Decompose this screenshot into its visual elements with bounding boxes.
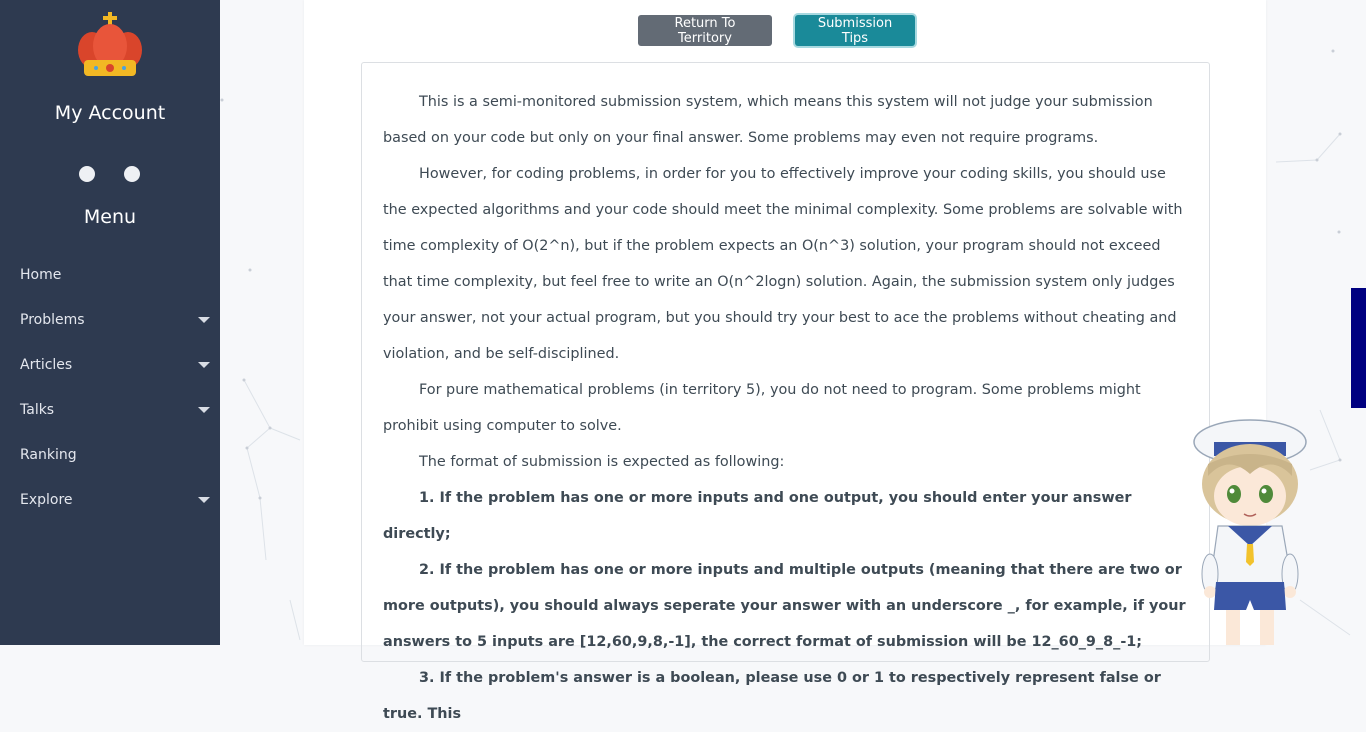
sidebar-item-articles[interactable] bbox=[0, 343, 220, 388]
submission-tips-panel bbox=[361, 62, 1210, 722]
sidebar-item-problems[interactable] bbox=[0, 298, 220, 343]
sidebar-item-explore[interactable] bbox=[0, 478, 220, 523]
side-tab[interactable] bbox=[1351, 288, 1366, 408]
account-title[interactable]: My Account bbox=[54, 102, 166, 124]
sidebar-item-ranking[interactable] bbox=[0, 433, 220, 478]
sidebar-item-label: Talks bbox=[20, 402, 55, 418]
sailor-mascot-image[interactable] bbox=[1188, 414, 1316, 645]
caret-down-icon bbox=[198, 407, 210, 413]
sidebar-nav bbox=[0, 253, 220, 523]
sidebar-item-label: Home bbox=[20, 267, 62, 283]
dot-indicator bbox=[124, 166, 140, 182]
return-to-territory-button[interactable]: Return To Territory bbox=[638, 15, 772, 46]
menu-title: Menu bbox=[83, 206, 137, 228]
tips-paragraph: This is a semi-monitored submission system, which means this system will not judge your submission based on your code but only on your final answer. Some problems may even not require programs. bbox=[383, 94, 1153, 146]
sidebar-item-label: Ranking bbox=[20, 447, 77, 463]
format-rule: 3. If the problem's answer is a boolean, please use 0 or 1 to respectively represent false or true. This bbox=[383, 670, 1161, 722]
sidebar-item-label: Explore bbox=[20, 492, 73, 508]
format-rule: 2. If the problem has one or more inputs and multiple outputs (meaning that there are two or more outputs), you should always seperate your answer with an underscore _, for example, if your answers to 5 inputs are [12,60,9,8,-1], the correct format of submission will be 12_60_9_8_-1; bbox=[383, 562, 1186, 650]
sidebar-item-home[interactable] bbox=[0, 253, 220, 298]
tips-paragraph: The format of submission is expected as following: bbox=[419, 454, 785, 470]
caret-down-icon bbox=[198, 317, 210, 323]
format-rule: 1. If the problem has one or more inputs and one output, you should enter your answer directly; bbox=[383, 490, 1132, 542]
tips-paragraph: For pure mathematical problems (in territory 5), you do not need to program. Some problems might prohibit using computer to solve. bbox=[383, 382, 1141, 434]
main-card bbox=[304, 0, 1266, 722]
submission-tips-button[interactable]: Submission Tips bbox=[795, 15, 915, 46]
tips-paragraph: However, for coding problems, in order for you to effectively improve your coding skills, you should use the expected algorithms and your code should meet the minimal complexity. Some problems are solvable with time complexity of O(2^n), but if the problem expects an O(n^3) solution, your program should not exceed that time complexity, but feel free to write an O(n^2logn) solution. Again, the submission system only judges your answer, not your actual program, but you should try your best to ace the problems without cheating and violation, and be self-disciplined. bbox=[383, 166, 1183, 362]
sidebar bbox=[0, 0, 220, 645]
crown-icon[interactable] bbox=[76, 12, 144, 80]
sidebar-item-talks[interactable] bbox=[0, 388, 220, 433]
caret-down-icon bbox=[198, 497, 210, 503]
sidebar-item-label: Problems bbox=[20, 312, 85, 328]
dot-indicator bbox=[79, 166, 95, 182]
sidebar-item-label: Articles bbox=[20, 357, 73, 373]
caret-down-icon bbox=[198, 362, 210, 368]
status-dots bbox=[79, 166, 143, 182]
